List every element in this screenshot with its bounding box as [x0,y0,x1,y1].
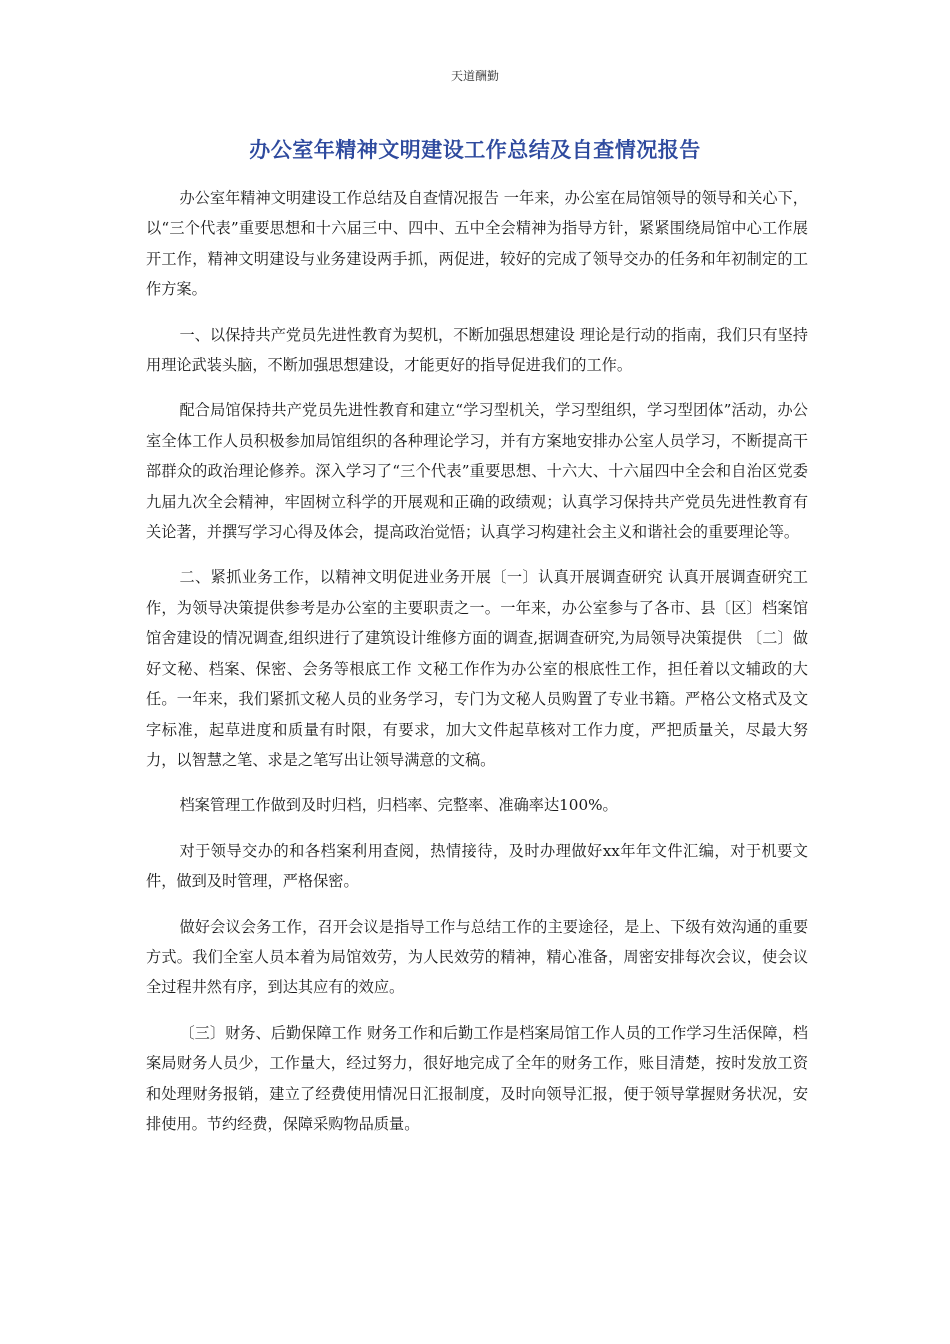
document-body [146,183,808,1154]
paragraph: 对于领导交办的和各档案利用查阅，热情接待，及时办理做好xx年年文件汇编，对于机要文件，做到及时管理，严格保密。 [146,841,808,891]
page-header: 天道酬勤 [450,69,499,83]
paragraph: 一、以保持共产党员先进性教育为契机，不断加强思想建设 理论是行动的指南，我们只有坚持用理论武装头脑，不断加强思想建设，才能更好的指导促进我们的工作。 [146,325,808,375]
paragraph: 档案管理工作做到及时归档，归档率、完整率、准确率达100%。 [179,796,618,815]
paragraph: 配合局馆保持共产党员先进性教育和建立“学习型机关，学习型组织，学习型团体”活动，办公室全体工作人员积极参加局馆组织的各种理论学习，并有方案地安排办公室人员学习，不断提高干部群众的政治理论修养。深入学习了“三个代表”重要思想、十六大、十六届四中全会和自治区党委九届九次全会精神，牢固树立科学的开展观和正确的政绩观；认真学习保持共产党员先进性教育有关论著，并撰写学习心得及体会，提高政治觉悟；认真学习构建社会主义和谐社会的重要理论等。 [146,401,808,542]
paragraph: 二、紧抓业务工作，以精神文明促进业务开展〔一〕认真开展调查研究 认真开展调查研究工作，为领导决策提供参考是办公室的主要职责之一。一年来，办公室参与了各市、县〔区〕档案馆馆舍建设的情况调查,组织进行了建筑设计维修方面的调查,据调查研究,为局领导决策提供 〔二〕做好文秘、档案、保密、会务等根底工作 文秘工作作为办公室的根底性工作，担任着以文辅政的大任。一年来，我们紧抓文秘人员的业务学习，专门为文秘人员购置了专业书籍。严格公文格式及文字标准，起草进度和质量有时限，有要求，加大文件起草核对工作力度，严把质量关，尽最大努力，以智慧之笔、求是之笔写出让领导满意的文稿。 [146,568,808,769]
document-title: 办公室年精神文明建设工作总结及自查情况报告 [249,138,701,162]
paragraph: 办公室年精神文明建设工作总结及自查情况报告 一年来，办公室在局馆领导的领导和关心下，以“三个代表”重要思想和十六届三中、四中、五中全会精神为指导方针，紧紧围绕局馆中心工作展开工作，精神文明建设与业务建设两手抓，两促进，较好的完成了领导交办的任务和年初制定的工作方案。 [146,189,808,299]
paragraph: 做好会议会务工作，召开会议是指导工作与总结工作的主要途径，是上、下级有效沟通的重要方式。我们全室人员本着为局馆效劳，为人民效劳的精神，精心准备，周密安排每次会议，使会议全过程井然有序，到达其应有的效应。 [146,917,808,997]
paragraph: 〔三〕财务、后勤保障工作 财务工作和后勤工作是档案局馆工作人员的工作学习生活保障，档案局财务人员少，工作量大，经过努力，很好地完成了全年的财务工作，账目清楚，按时发放工资和处理财务报销，建立了经费使用情况日汇报制度，及时向领导汇报，便于领导掌握财务状况，安排使用。节约经费，保障采购物品质量。 [146,1023,808,1133]
